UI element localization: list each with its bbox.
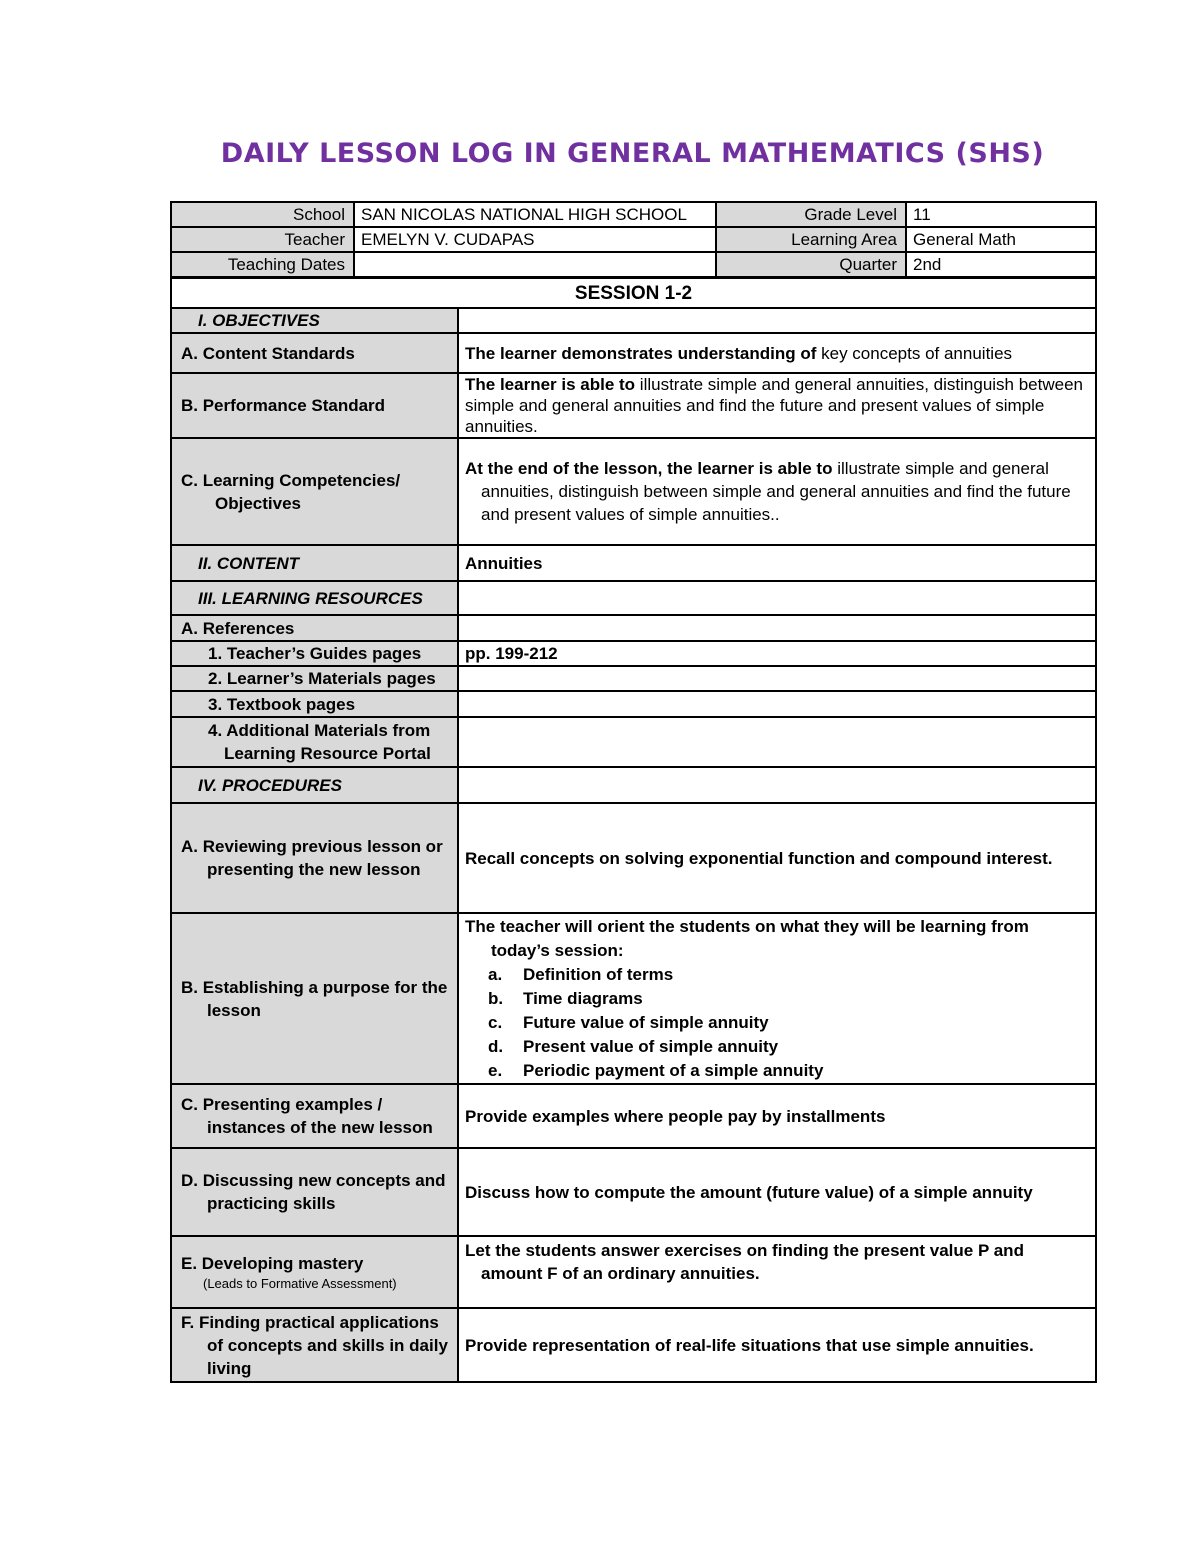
performance-standard-label: B. Performance Standard [171,373,458,438]
list-item [465,1035,1089,1059]
learning-resources-value [458,581,1096,615]
teachers-guide-label: 1. Teacher’s Guides pages [171,641,458,666]
lesson-table [170,277,1097,1383]
procedure-f-label-text: F. Finding practical applications of concepts and skills in daily living [181,1312,448,1378]
procedure-b-label-text: B. Establishing a purpose for the lesson [181,977,448,1020]
content-heading: II. CONTENT [171,545,458,581]
procedure-e-text: Let the students answer exercises on finding the present value P and amount F of an ordinary annuities. [465,1241,1024,1283]
procedure-d-row [171,1148,1096,1236]
quarter-label: Quarter [716,252,906,277]
list-item-text: Time diagrams [523,989,643,1008]
session-row [171,278,1096,308]
additional-materials-line2: Learning Resource Portal [224,744,431,763]
competencies-label-line2: Objectives [215,493,301,513]
teachers-guide-value: pp. 199-212 [458,641,1096,666]
competencies-row [171,438,1096,545]
school-value: SAN NICOLAS NATIONAL HIGH SCHOOL [354,202,716,227]
list-item-text: Periodic payment of a simple annuity [523,1061,824,1080]
teaching-dates-label: Teaching Dates [171,252,354,277]
textbook-row [171,691,1096,717]
references-row [171,615,1096,641]
references-label: A. References [171,615,458,641]
procedure-b-value [458,913,1096,1084]
additional-materials-value [458,717,1096,767]
competencies-value [458,438,1096,545]
procedure-f-row [171,1308,1096,1382]
procedure-a-label [171,803,458,913]
procedure-e-label-text: E. Developing mastery [181,1253,364,1273]
additional-materials-row [171,717,1096,767]
textbook-value [458,691,1096,717]
procedure-c-label [171,1084,458,1148]
learners-materials-value [458,666,1096,691]
teacher-value: EMELYN V. CUDAPAS [354,227,716,252]
learning-area-label: Learning Area [716,227,906,252]
procedure-c-label-text: C. Presenting examples / instances of the new lesson [181,1095,433,1137]
competencies-label [171,438,458,545]
content-value: Annuities [458,545,1096,581]
list-item-letter: c. [488,1013,503,1032]
procedure-e-row [171,1236,1096,1308]
list-item [465,963,1089,987]
learning-area-value: General Math [906,227,1096,252]
competencies-label-line1: C. Learning Competencies/ [181,470,401,490]
teachers-guide-row [171,641,1096,666]
procedure-e-label [171,1236,458,1308]
content-standards-lead: The learner demonstrates understanding of [465,343,817,363]
performance-standard-text: illustrate simple and general annuities, distinguish between simple and general annuities and find the future and present values of simple annuities. [465,375,1083,436]
performance-standard-row [171,373,1096,438]
page-title: DAILY LESSON LOG IN GENERAL MATHEMATICS (SHS) [220,138,1045,169]
objectives-value [458,308,1096,333]
teacher-label: Teacher [171,227,354,252]
procedure-a-row [171,803,1096,913]
header-row-school [171,202,1096,227]
list-item-letter: e. [488,1061,503,1080]
teaching-dates-value [354,252,716,277]
textbook-label: 3. Textbook pages [171,691,458,717]
additional-materials-line1: 4. Additional Materials from [208,721,431,740]
quarter-value: 2nd [906,252,1096,277]
procedure-b-label [171,913,458,1084]
competencies-lead: At the end of the lesson, the learner is able to [465,459,833,478]
references-value [458,615,1096,641]
header-table [170,201,1097,278]
learners-materials-row [171,666,1096,691]
procedure-e-sublabel: (Leads to Formative Assessment) [203,1275,397,1291]
procedures-value [458,767,1096,803]
list-item [465,1059,1089,1083]
procedure-e-value [458,1236,1096,1308]
school-label: School [171,202,354,227]
procedure-b-list [465,963,1089,1083]
procedure-d-label-text: D. Discussing new concepts and practicing skills [181,1171,446,1213]
procedure-c-value: Provide examples where people pay by installments [458,1084,1096,1148]
procedure-f-label [171,1308,458,1382]
learning-resources-heading: III. LEARNING RESOURCES [171,581,458,615]
performance-standard-lead: The learner is able to [465,375,636,394]
procedure-b-intro: The teacher will orient the students on what they will be learning from today’s session: [465,917,1029,960]
grade-level-value: 11 [906,202,1096,227]
procedure-a-label-text: A. Reviewing previous lesson or presenting the new lesson [181,837,443,879]
procedure-f-value: Provide representation of real-life situations that use simple annuities. [458,1308,1096,1382]
list-item-letter: b. [488,989,504,1008]
learners-materials-label: 2. Learner’s Materials pages [171,666,458,691]
procedures-heading: IV. PROCEDURES [171,767,458,803]
list-item-letter: a. [488,965,503,984]
grade-level-label: Grade Level [716,202,906,227]
objectives-heading: I. OBJECTIVES [171,308,458,333]
list-item-text: Present value of simple annuity [523,1037,779,1056]
procedure-d-label [171,1148,458,1236]
objectives-row [171,308,1096,333]
list-item-text: Definition of terms [523,965,674,984]
header-row-dates [171,252,1096,277]
procedure-c-row [171,1084,1096,1148]
procedure-b-row [171,913,1096,1084]
list-item-letter: d. [488,1037,504,1056]
content-standards-row [171,333,1096,373]
list-item [465,1011,1089,1035]
additional-materials-label [171,717,458,767]
list-item-text: Future value of simple annuity [523,1013,769,1032]
list-item [465,987,1089,1011]
session-title: SESSION 1-2 [171,278,1096,308]
content-standards-label: A. Content Standards [171,333,458,373]
header-row-teacher [171,227,1096,252]
content-standards-text: key concepts of annuities [816,343,1013,363]
performance-standard-value [458,373,1096,438]
competencies-text: illustrate simple and general annuities, distinguish between simple and general annuities and find the future and present values of simple annuities.. [481,459,1071,524]
procedure-d-value: Discuss how to compute the amount (future value) of a simple annuity [458,1148,1096,1236]
learning-resources-row [171,581,1096,615]
procedures-row [171,767,1096,803]
content-row [171,545,1096,581]
content-standards-value [458,333,1096,373]
procedure-a-value: Recall concepts on solving exponential function and compound interest. [458,803,1096,913]
